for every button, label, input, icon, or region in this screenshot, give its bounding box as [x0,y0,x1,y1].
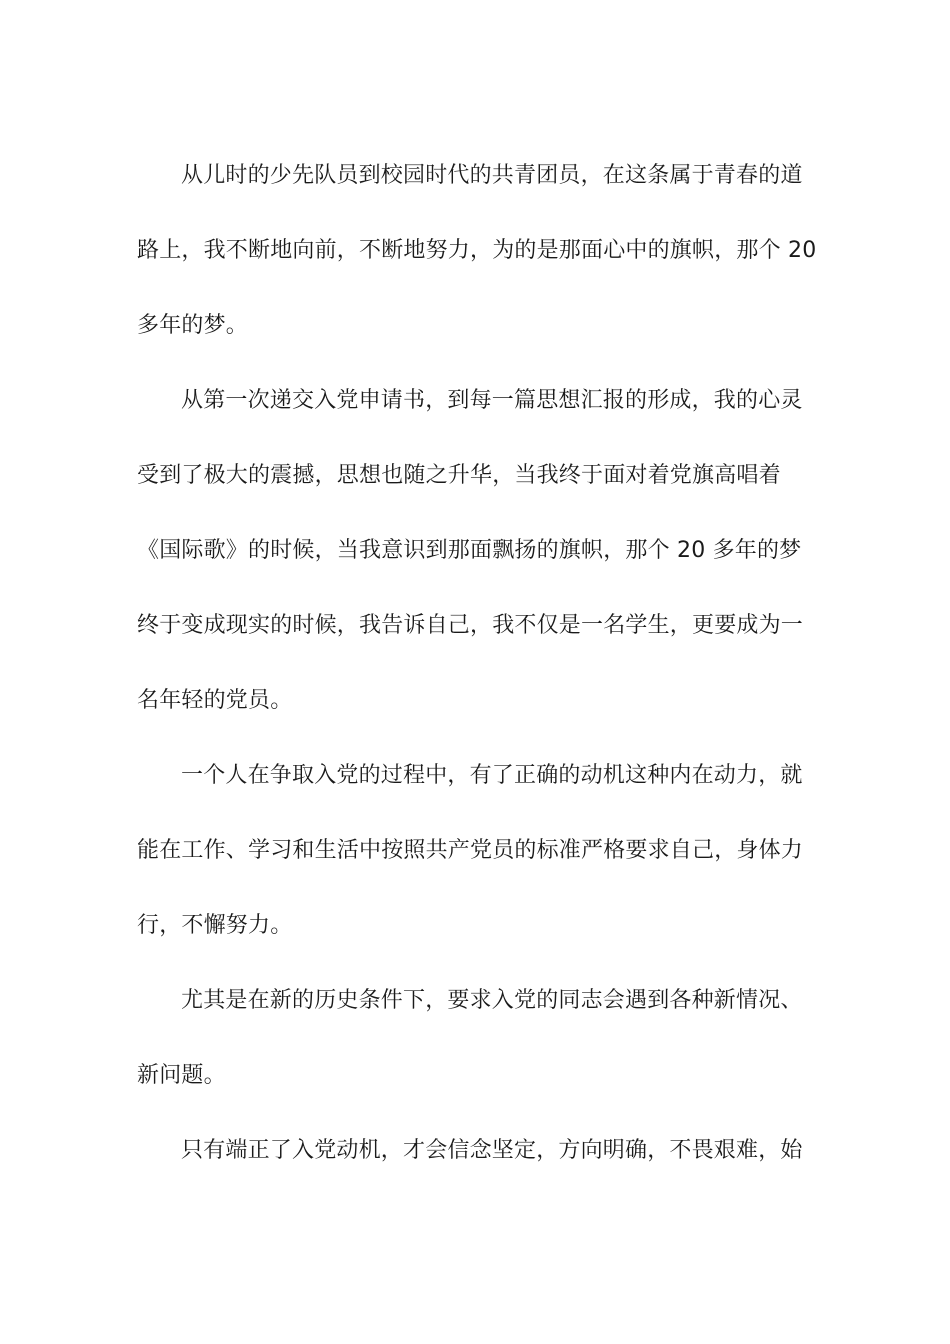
text-line: 新问题。 [137,1063,226,1088]
text-line: 从第一次递交入党申请书，到每一篇思想汇报的形成，我的心灵 [181,388,803,413]
text-line: 尤其是在新的历史条件下，要求入党的同志会遇到各种新情况、 [181,988,803,1013]
paragraph-1 [137,138,817,363]
text-line: 能在工作、学习和生活中按照共产党员的标准严格要求自己，身体力 [137,838,804,863]
text-line: 从儿时的少先队员到校园时代的共青团员，在这条属于青春的道 [181,163,803,188]
paragraph-3 [137,738,813,963]
paragraph-2 [137,363,813,738]
paragraph-5 [137,1113,813,1188]
text-line: 多年的梦。 [137,313,249,338]
text-line: 只有端正了入党动机，才会信念坚定，方向明确，不畏艰难，始 [181,1138,803,1163]
text-line: 路上，我不断地向前，不断地努力，为的是那面心中的旗帜，那个 20 [137,238,817,263]
text-line: 行，不懈努力。 [137,913,293,938]
text-line: 受到了极大的震撼，思想也随之升华，当我终于面对着党旗高唱着 [137,463,781,488]
text-line: 一个人在争取入党的过程中，有了正确的动机这种内在动力，就 [181,763,803,788]
paragraph-4 [137,963,813,1113]
document-body [137,138,817,1188]
text-line: 终于变成现实的时候，我告诉自己，我不仅是一名学生，更要成为一 [137,613,804,638]
text-line: 《国际歌》的时候，当我意识到那面飘扬的旗帜，那个 20 多年的梦 [137,538,802,563]
text-line: 名年轻的党员。 [137,688,293,713]
